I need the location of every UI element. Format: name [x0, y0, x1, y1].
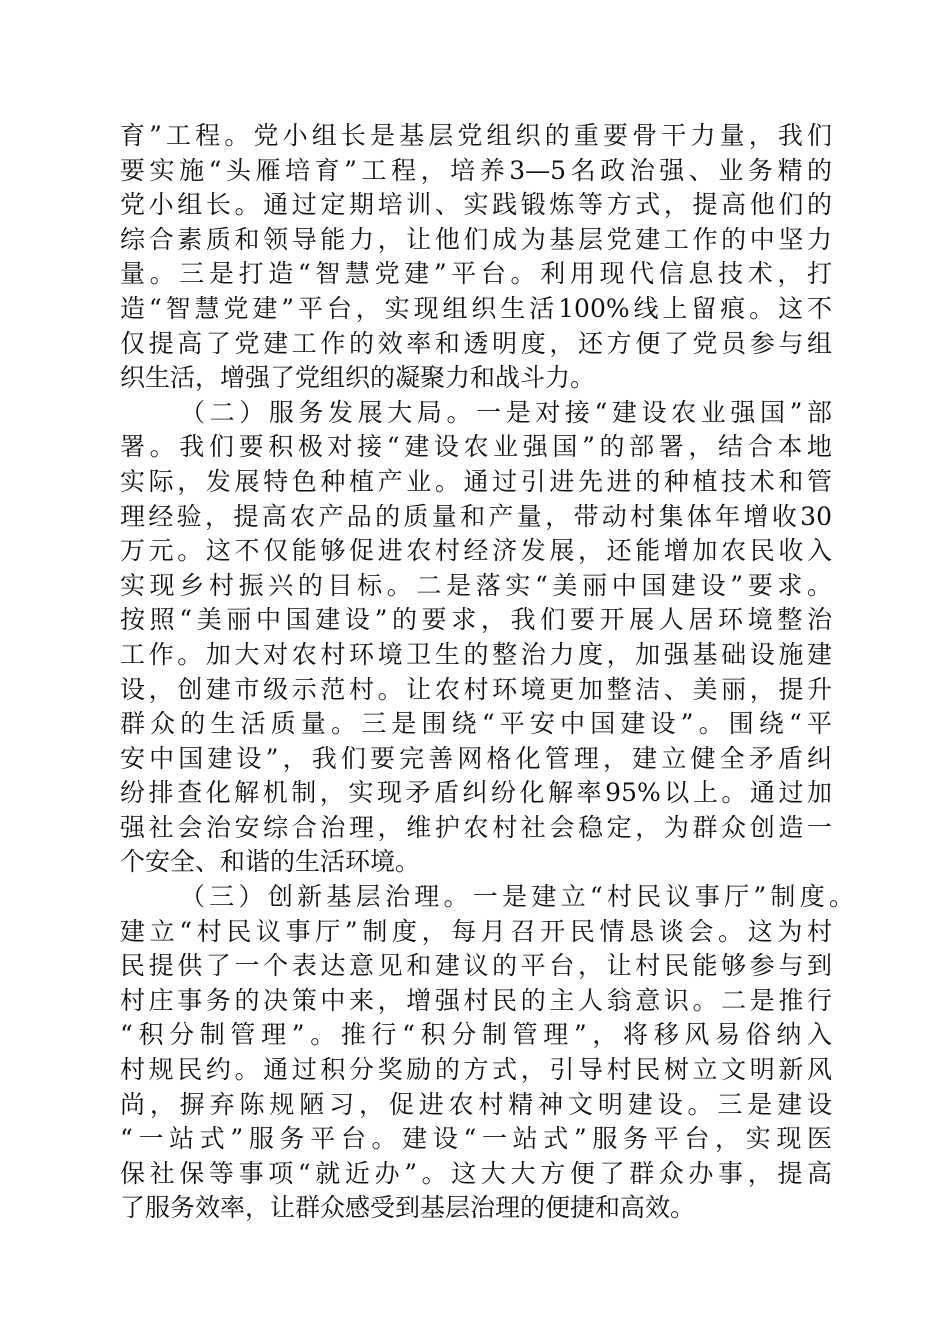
text-line: 纷排查化解机制，实现矛盾纠纷化解率95%以上。通过加: [120, 778, 832, 808]
text-line: 实现乡村振兴的目标。二是落实“美丽中国建设”要求。: [120, 570, 832, 600]
paragraph: [120, 119, 832, 396]
text-line: 万元。这不仅能够促进农村经济发展，还能增加农民收入: [120, 536, 832, 566]
text-line: 个安全、和谐的生活环境。: [120, 847, 421, 877]
text-line: 村规民约。通过积分奖励的方式，引导村民树立文明新风: [120, 1055, 832, 1085]
text-line: 强社会治安综合治理，维护农村社会稳定，为群众创造一: [120, 812, 832, 842]
paragraph: [120, 880, 854, 1226]
text-line: 织生活，增强了党组织的凝聚力和战斗力。: [120, 363, 596, 393]
text-line: “一站式”服务平台。建设“一站式”服务平台，实现医: [120, 1124, 832, 1154]
text-line: 仅提高了党建工作的效率和透明度，还方便了党员参与组: [120, 328, 832, 358]
text-line: 理经验，提高农产品的质量和产量，带动村集体年增收30: [120, 501, 832, 531]
document-body: [120, 119, 854, 1226]
text-line: “积分制管理”。推行“积分制管理”，将移风易俗纳入: [120, 1020, 832, 1050]
text-line: 尚，摒弃陈规陋习，促进农村精神文明建设。三是建设: [120, 1089, 832, 1119]
text-line: 工作。加大对农村环境卫生的整治力度，加强基础设施建: [120, 639, 832, 669]
text-line: 要实施“头雁培育”工程，培养3—5名政治强、业务精的: [120, 155, 832, 185]
text-line: 民提供了一个表达意见和建议的平台，让村民能够参与到: [120, 951, 832, 981]
section-heading-line: （三）创新基层治理。一是建立“村民议事厅”制度。: [180, 882, 854, 912]
text-line: 保社保等事项“就近办”。这大大方便了群众办事，提高: [120, 1158, 832, 1188]
text-line: 设，创建市级示范村。让农村环境更加整洁、美丽，提升: [120, 674, 832, 704]
text-line: 署。我们要积极对接“建设农业强国”的部署，结合本地: [120, 432, 832, 462]
text-line: 群众的生活质量。三是围绕“平安中国建设”。围绕“平: [120, 709, 832, 739]
text-line: 造“智慧党建”平台，实现组织生活100%线上留痕。这不: [120, 293, 832, 323]
paragraph: [120, 396, 832, 880]
section-heading-line: （二）服务发展大局。一是对接“建设农业强国”部: [180, 397, 832, 427]
text-line: 量。三是打造“智慧党建”平台。利用现代信息技术，打: [120, 259, 832, 289]
text-line: 安中国建设”，我们要完善网格化管理，建立健全矛盾纠: [120, 743, 832, 773]
text-line: 按照“美丽中国建设”的要求，我们要开展人居环境整治: [120, 605, 832, 635]
text-line: 育”工程。党小组长是基层党组织的重要骨干力量，我们: [120, 121, 832, 150]
text-line: 村庄事务的决策中来，增强村民的主人翁意识。二是推行: [120, 985, 832, 1015]
text-line: 综合素质和领导能力，让他们成为基层党建工作的中坚力: [120, 224, 832, 254]
text-line: 实际，发展特色种植产业。通过引进先进的种植技术和管: [120, 466, 832, 496]
text-line: 了服务效率，让群众感受到基层治理的便捷和高效。: [120, 1193, 696, 1223]
text-line: 党小组长。通过定期培训、实践锻炼等方式，提高他们的: [120, 190, 832, 220]
text-line: 建立“村民议事厅”制度，每月召开民情恳谈会。这为村: [120, 916, 832, 946]
